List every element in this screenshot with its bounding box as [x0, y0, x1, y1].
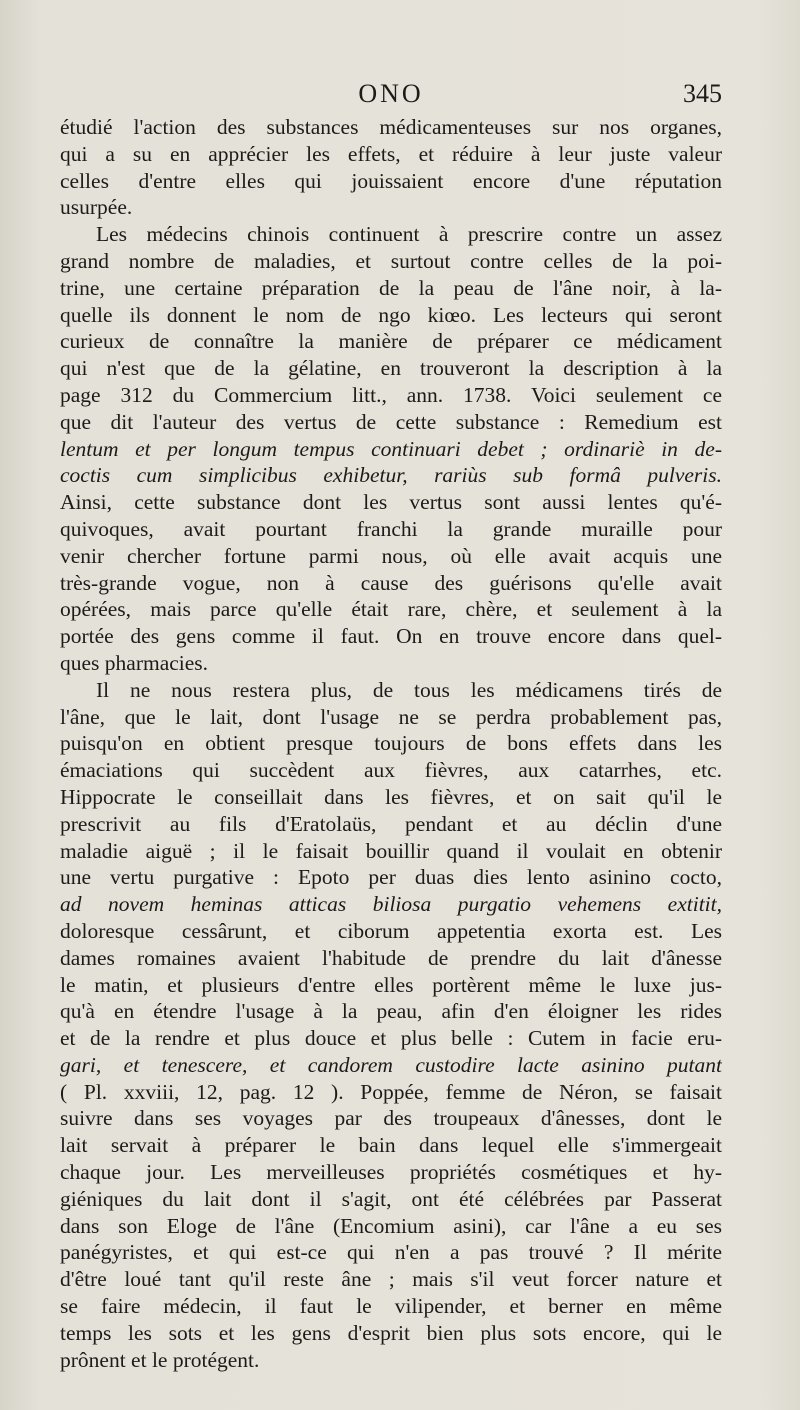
text-line: trine, une certaine préparation de la peau de l'âne noir, à la- [60, 275, 722, 300]
text-line: puisqu'on en obtient presque toujours de bons effets dans les [60, 731, 722, 756]
text-line: quelle ils donnent le nom de ngo kiœo. Les lecteurs qui seront [60, 302, 722, 327]
text-body [60, 114, 722, 1373]
text-line: portée des gens comme il faut. On en trouve encore dans quel- [60, 624, 722, 649]
text-line: venir chercher fortune parmi nous, où elle avait acquis une [60, 543, 722, 568]
text-line: étudié l'action des substances médicamenteuses sur nos organes, [60, 115, 722, 139]
latin-quote-line: lentum et per longum tempus continuari debet ; ordinariè in de- [60, 436, 722, 461]
text-line: usurpée. [60, 195, 133, 220]
text-line: doloresque cessârunt, et ciborum appetentia exorta est. Les [60, 918, 722, 943]
page-header [60, 76, 722, 112]
latin-quote-line: ad novem heminas atticas biliosa purgatio vehemens extitit, [60, 892, 722, 917]
text-line: opérées, mais parce qu'elle était rare, chère, et seulement à la [60, 597, 722, 622]
text-line: giéniques du lait dont il s'agit, ont été célébrées par Passerat [60, 1186, 722, 1211]
latin-quote-line: coctis cum simplicibus exhibetur, rariùs sub formâ pulveris. [60, 463, 722, 488]
running-head: ONO [358, 79, 424, 108]
text-line: et de la rendre et plus douce et plus belle : Cutem in facie eru- [60, 1026, 722, 1051]
text-line: page 312 du Commercium litt., ann. 1738. Voici seulement ce [60, 382, 722, 407]
text-line: panégyristes, et qui est-ce qui n'en a pas trouvé ? Il mérite [60, 1240, 722, 1265]
text-line: celles d'entre elles qui jouissaient encore d'une réputation [60, 168, 722, 193]
text-line: prônent et le protégent. [60, 1347, 260, 1372]
text-line: une vertu purgative : Epoto per duas dies lento asinino cocto, [60, 865, 722, 890]
text-line: émaciations qui succèdent aux fièvres, aux catarrhes, etc. [60, 758, 722, 783]
text-line: dames romaines avaient l'habitude de prendre du lait d'ânesse [60, 945, 722, 970]
text-line: se faire médecin, il faut le vilipender, et berner en même [60, 1294, 722, 1319]
text-line: quivoques, avait pourtant franchi la grande muraille pour [60, 516, 722, 541]
text-line: qu'à en étendre l'usage à la peau, afin d'en éloigner les rides [60, 999, 722, 1024]
text-line: qui n'est que de la gélatine, en trouveront la description à la [60, 356, 722, 381]
text-line: chaque jour. Les merveilleuses propriétés cosmétiques et hy- [60, 1160, 722, 1185]
text-line: prescrivit au fils d'Eratolaüs, pendant et au déclin d'une [60, 811, 722, 836]
latin-quote-line: gari, et tenescere, et candorem custodire lacte asinino putant [60, 1052, 722, 1077]
text-line: curieux de connaître la manière de préparer ce médicament [60, 329, 722, 354]
text-line: Ainsi, cette substance dont les vertus sont aussi lentes qu'é- [60, 490, 722, 515]
text-line: ( Pl. xxviii, 12, pag. 12 ). Poppée, femme de Néron, se faisait [60, 1079, 722, 1104]
text-line: le matin, et plusieurs d'entre elles portèrent même le luxe jus- [60, 972, 722, 997]
text-line: dans son Eloge de l'âne (Encomium asini), car l'âne a eu ses [60, 1213, 722, 1238]
text-line: grand nombre de maladies, et surtout contre celles de la poi- [60, 248, 722, 273]
text-line: temps les sots et les gens d'esprit bien plus sots encore, qui le [60, 1320, 722, 1345]
text-line: lait servait à préparer le bain dans lequel elle s'immergeait [60, 1133, 722, 1158]
text-line: que dit l'auteur des vertus de cette substance : Remedium est [60, 409, 722, 434]
text-line: suivre dans ses voyages par des troupeaux d'ânesses, dont le [60, 1106, 722, 1131]
paragraph-start-line: Les médecins chinois continuent à prescrire contre un assez [96, 222, 722, 247]
text-line: d'être loué tant qu'il reste âne ; mais s'il veut forcer nature et [60, 1267, 722, 1292]
text-line: très-grande vogue, non à cause des guérisons qu'elle avait [60, 570, 722, 595]
text-line: Hippocrate le conseillait dans les fièvres, et on sait qu'il le [60, 784, 722, 809]
text-line: l'âne, que le lait, dont l'usage ne se perdra probablement pas, [60, 704, 722, 729]
text-line: qui a su en apprécier les effets, et réduire à leur juste valeur [60, 141, 722, 166]
page-number: 345 [683, 79, 722, 108]
paragraph-start-line: Il ne nous restera plus, de tous les médicamens tirés de [96, 677, 722, 702]
text-line: ques pharmacies. [60, 650, 209, 675]
text-line: maladie aiguë ; il le faisait bouillir quand il voulait en obtenir [60, 838, 722, 863]
